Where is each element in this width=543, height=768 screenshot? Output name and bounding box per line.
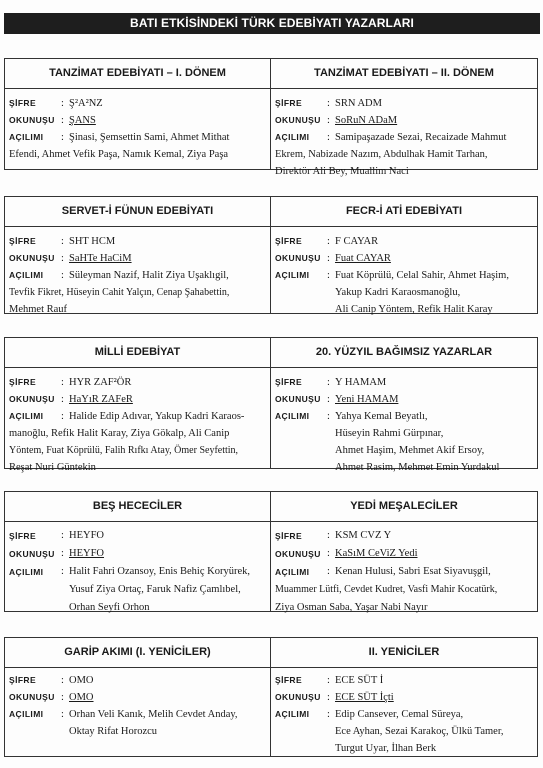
- section-fecriati: [271, 197, 537, 313]
- colon: :: [61, 709, 64, 720]
- okunusu-label: OKUNUŞU: [9, 394, 55, 404]
- section-garip: [5, 638, 271, 756]
- colon: :: [61, 236, 64, 247]
- sifre-value: ECE SÜT İ: [335, 675, 384, 686]
- sifre-label: ŞİFRE: [9, 531, 37, 541]
- colon: :: [327, 675, 330, 686]
- sifre-value: SHT HCM: [69, 236, 116, 247]
- acilimi-line: Orhan Veli Kanık, Melih Cevdet Anday,: [69, 709, 238, 720]
- section-heading: YEDİ MEŞALECİLER: [271, 492, 537, 522]
- colon: :: [327, 548, 330, 559]
- section-heading: II. YENİCİLER: [271, 638, 537, 668]
- colon: :: [327, 566, 330, 577]
- acilimi-line: Turgut Uyar, İlhan Berk: [335, 743, 437, 754]
- colon: :: [61, 394, 64, 405]
- acilimi-line: Ali Canip Yöntem, Refik Halit Karay: [335, 304, 493, 315]
- sifre-value: F CAYAR: [335, 236, 379, 247]
- okunusu-label: OKUNUŞU: [9, 253, 55, 263]
- sifre-label: ŞİFRE: [275, 675, 303, 685]
- sifre-label: ŞİFRE: [9, 675, 37, 685]
- okunusu-label: OKUNUŞU: [275, 115, 321, 125]
- colon: :: [61, 530, 64, 541]
- acilimi-label: AÇILIMI: [9, 411, 44, 421]
- sifre-value: HYR ZAF²ÖR: [69, 377, 132, 388]
- acilimi-line: Muammer Lütfi, Cevdet Kudret, Vasfi Mahir Kocatürk,: [275, 584, 498, 595]
- acilimi-line: Halit Fahri Ozansoy, Enis Behiç Koryürek,: [69, 566, 250, 577]
- sifre-label: ŞİFRE: [275, 236, 303, 246]
- colon: :: [61, 566, 64, 577]
- colon: :: [61, 548, 64, 559]
- colon: :: [327, 98, 330, 109]
- colon: :: [327, 692, 330, 703]
- colon: :: [327, 253, 330, 264]
- acilimi-line: Süleyman Nazif, Halit Ziya Uşaklıgil,: [69, 270, 229, 281]
- colon: :: [61, 675, 64, 686]
- acilimi-label: AÇILIMI: [9, 132, 44, 142]
- okunusu-value: SaHTe HaCiM: [69, 253, 132, 264]
- acilimi-line: Yakup Kadri Karaosmanoğlu,: [335, 287, 461, 298]
- acilimi-line: Edip Cansever, Cemal Süreya,: [335, 709, 464, 720]
- okunusu-value: HaYıR ZAFeR: [69, 394, 133, 405]
- acilimi-line: Orhan Seyfi Orhon: [69, 602, 150, 613]
- sifre-value: KSM CVZ Y: [335, 530, 392, 541]
- sifre-label: ŞİFRE: [275, 377, 303, 387]
- colon: :: [327, 530, 330, 541]
- sifre-label: ŞİFRE: [9, 377, 37, 387]
- okunusu-label: OKUNUŞU: [275, 394, 321, 404]
- acilimi-line: Ekrem, Nabizade Nazım, Abdulhak Hamit Tarhan,: [275, 149, 488, 160]
- colon: :: [61, 692, 64, 703]
- section-heading: TANZİMAT EDEBİYATI – I. DÖNEM: [5, 59, 270, 89]
- acilimi-label: AÇILIMI: [275, 411, 310, 421]
- panel-tanzimat: [4, 58, 538, 177]
- sifre-label: ŞİFRE: [275, 98, 303, 108]
- acilimi-label: AÇILIMI: [9, 709, 44, 719]
- sifre-value: Y HAMAM: [335, 377, 387, 388]
- acilimi-label: AÇILIMI: [275, 709, 310, 719]
- panel-garip-ikinciyeniler: [4, 637, 538, 757]
- colon: :: [61, 115, 64, 126]
- acilimi-line: Kenan Hulusi, Sabri Esat Siyavuşgil,: [335, 566, 491, 577]
- acilimi-line: Ahmet Rasim, Mehmet Emin Yurdakul: [335, 462, 500, 473]
- acilimi-line: Yöntem, Fuat Köprülü, Falih Rıfkı Atay, Ömer Seyfettin,: [9, 445, 239, 456]
- panel-servetifunun-fecriati: [4, 196, 538, 314]
- sifre-value: HEYFO: [69, 530, 105, 541]
- section-tanzimat-1: [5, 59, 271, 169]
- acilimi-label: AÇILIMI: [9, 567, 44, 577]
- sifre-value: Ş²A²NZ: [69, 98, 103, 109]
- okunusu-label: OKUNUŞU: [9, 692, 55, 702]
- colon: :: [327, 236, 330, 247]
- colon: :: [327, 132, 330, 143]
- acilimi-label: AÇILIMI: [275, 567, 310, 577]
- acilimi-line: Yusuf Ziya Ortaç, Faruk Nafiz Çamlıbel,: [69, 584, 241, 595]
- okunusu-value: KaSıM CeViZ Yedi: [335, 548, 418, 559]
- sifre-label: ŞİFRE: [275, 531, 303, 541]
- acilimi-line: Fuat Köprülü, Celal Sahir, Ahmet Haşim,: [335, 270, 509, 281]
- acilimi-line: manoğlu, Refik Halit Karay, Ziya Gökalp, Ali Canip: [9, 428, 230, 439]
- colon: :: [61, 411, 64, 422]
- okunusu-label: OKUNUŞU: [275, 253, 321, 263]
- okunusu-value: SoRuN ADaM: [335, 115, 398, 126]
- section-servetifunun: [5, 197, 271, 313]
- colon: :: [61, 253, 64, 264]
- acilimi-line: Efendi, Ahmet Vefik Paşa, Namık Kemal, Ziya Paşa: [9, 149, 229, 160]
- section-heading: BEŞ HECECİLER: [5, 492, 270, 522]
- acilimi-line: Ahmet Haşim, Mehmet Akif Ersoy,: [335, 445, 485, 456]
- acilimi-label: AÇILIMI: [275, 132, 310, 142]
- okunusu-value: OMO: [69, 692, 94, 703]
- page-title: BATI ETKİSİNDEKİ TÜRK EDEBİYATI YAZARLARI: [4, 13, 540, 34]
- acilimi-line: Tevfik Fikret, Hüseyin Cahit Yalçın, Cenap Şahabettin,: [9, 287, 230, 298]
- acilimi-line: Direktör Ali Bey, Muallim Naci: [275, 166, 409, 177]
- colon: :: [327, 411, 330, 422]
- acilimi-label: AÇILIMI: [275, 270, 310, 280]
- section-heading: 20. YÜZYIL BAĞIMSIZ YAZARLAR: [271, 338, 537, 368]
- acilimi-line: Ece Ayhan, Sezai Karakoç, Ülkü Tamer,: [335, 726, 504, 737]
- panel-milli-bagimsiz: [4, 337, 538, 473]
- acilimi-line: Ziya Osman Saba, Yaşar Nabi Nayır: [275, 602, 428, 613]
- acilimi-line: Hüseyin Rahmi Gürpınar,: [335, 428, 444, 439]
- sifre-label: ŞİFRE: [9, 236, 37, 246]
- acilimi-line: Reşat Nuri Güntekin: [9, 462, 96, 473]
- section-beshececiler: [5, 492, 271, 611]
- section-heading: SERVET-İ FÜNUN EDEBİYATI: [5, 197, 270, 227]
- acilimi-line: Mehmet Rauf: [9, 304, 68, 315]
- acilimi-label: AÇILIMI: [9, 270, 44, 280]
- panel-beshececiler-yedimesaleciler: [4, 491, 538, 612]
- section-yedimesaleciler: [271, 492, 537, 611]
- section-heading: GARİP AKIMI (I. YENİCİLER): [5, 638, 270, 668]
- okunusu-value: Yeni HAMAM: [335, 394, 399, 405]
- colon: :: [327, 115, 330, 126]
- okunusu-value: HEYFO: [69, 548, 105, 559]
- colon: :: [327, 394, 330, 405]
- okunusu-label: OKUNUŞU: [275, 692, 321, 702]
- okunusu-label: OKUNUŞU: [9, 549, 55, 559]
- okunusu-value: ŞANS: [69, 115, 96, 126]
- section-milli: [5, 338, 271, 473]
- colon: :: [327, 377, 330, 388]
- section-tanzimat-2: [271, 59, 537, 177]
- colon: :: [327, 270, 330, 281]
- colon: :: [61, 270, 64, 281]
- acilimi-line: Samipaşazade Sezai, Recaizade Mahmut: [335, 132, 507, 143]
- colon: :: [61, 377, 64, 388]
- section-heading: FECR-İ ATİ EDEBİYATI: [271, 197, 537, 227]
- okunusu-value: ECE SÜT İçti: [335, 692, 394, 703]
- acilimi-line: Halide Edip Adıvar, Yakup Kadri Karaos-: [69, 411, 245, 422]
- section-bagimsiz: [271, 338, 537, 473]
- acilimi-line: Şinasi, Şemsettin Sami, Ahmet Mithat: [69, 132, 230, 143]
- acilimi-line: Yahya Kemal Beyatlı,: [335, 411, 428, 422]
- section-ikinciyeniler: [271, 638, 537, 756]
- section-heading: MİLLİ EDEBİYAT: [5, 338, 270, 368]
- colon: :: [61, 98, 64, 109]
- sifre-value: OMO: [69, 675, 94, 686]
- sifre-label: ŞİFRE: [9, 98, 37, 108]
- section-heading: TANZİMAT EDEBİYATI – II. DÖNEM: [271, 59, 537, 89]
- okunusu-label: OKUNUŞU: [9, 115, 55, 125]
- colon: :: [327, 709, 330, 720]
- sifre-value: SRN ADM: [335, 98, 382, 109]
- acilimi-line: Oktay Rifat Horozcu: [69, 726, 158, 737]
- okunusu-value: Fuat CAYAR: [335, 253, 391, 264]
- okunusu-label: OKUNUŞU: [275, 549, 321, 559]
- colon: :: [61, 132, 64, 143]
